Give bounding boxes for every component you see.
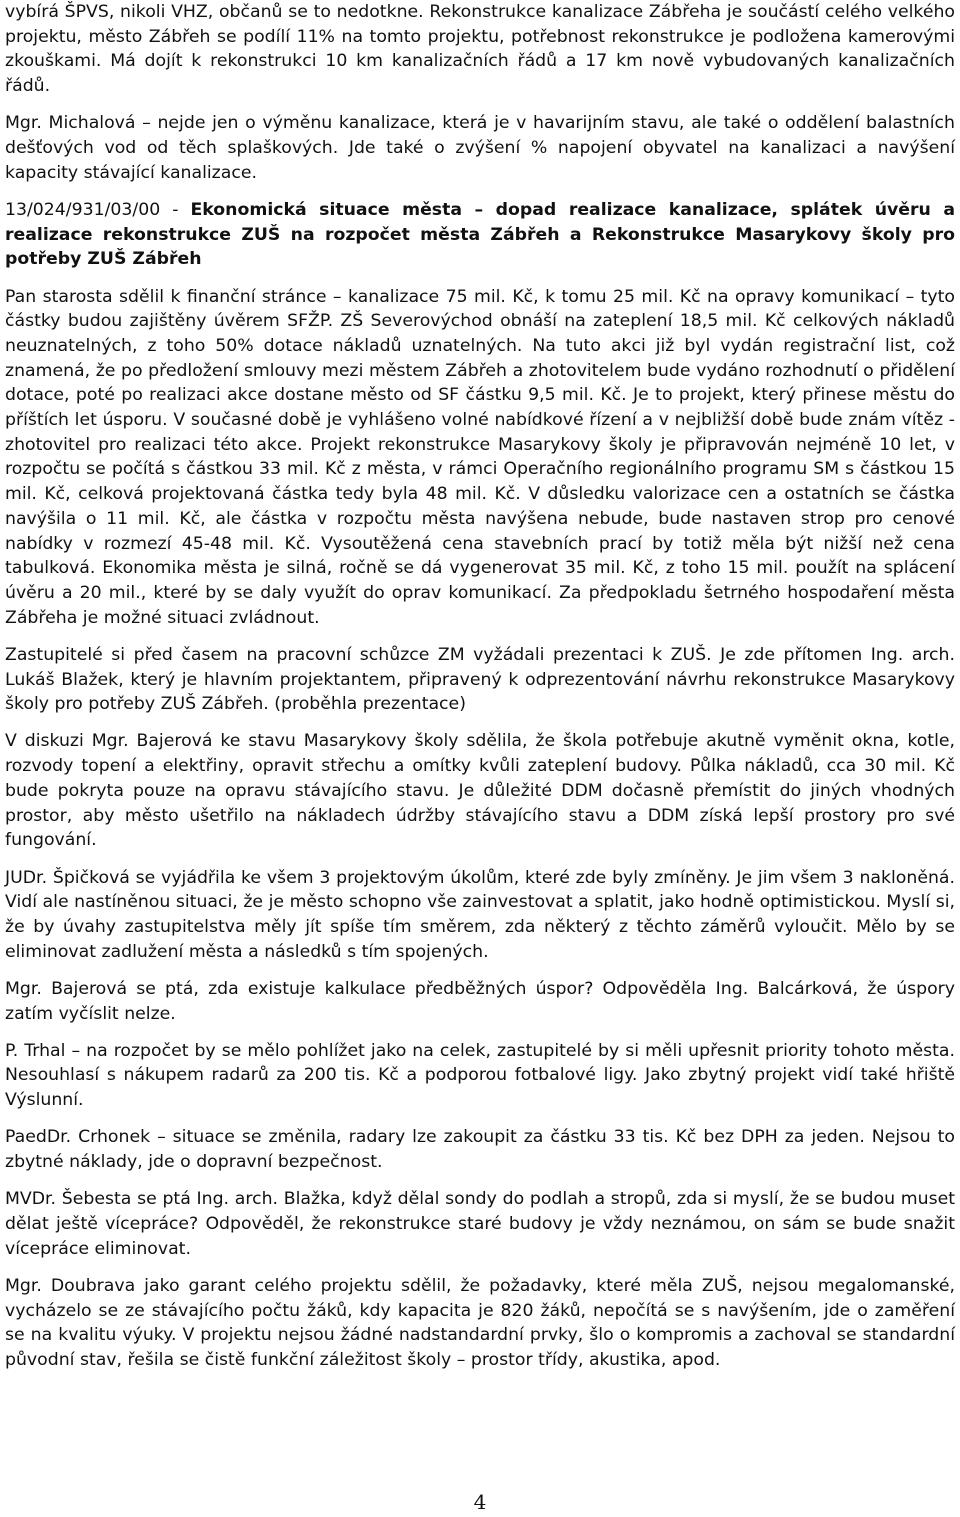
paragraph-doubrava: Mgr. Doubrava jako garant celého projektu sdělil, že požadavky, které měla ZUŠ, nejsou megalomanské, vycházelo se ze stávajícího počtu žáků, kdy kapacita je 820 žáků, nepočítá se s navýšením, jde o zaměření se na kvalitu výuky. V projektu nejsou žádné nadstandardní prvky, šlo o kompromis a zachoval se standardní původní stav, řešila se čistě funkční záležitost školy – prostor třídy, akustika, apod. [5, 1275, 955, 1370]
paragraph-crhonek: PaedDr. Crhonek – situace se změnila, radary lze zakoupit za částku 33 tis. Kč bez DPH za jeden. Nejsou to zbytné náklady, jde o dopravní bezpečnost. [5, 1127, 955, 1173]
paragraph-prezentace: Zastupitelé si před časem na pracovní schůzce ZM vyžádali prezentaci k ZUŠ. Je zde přítomen Ing. arch. Lukáš Blažek, který je hlavním projektantem, připravený k odprezentování návrhu rekonstrukce Masarykovy školy pro potřeby ZUŠ Zábřeh. (proběhla prezentace) [5, 644, 955, 715]
paragraph-bajerova-dotaz: Mgr. Bajerová se ptá, zda existuje kalkulace předběžných úspor? Odpověděla Ing. Balcárková, že úspory zatím vyčíslit nelze. [5, 978, 955, 1024]
paragraph-spickova: JUDr. Špičková se vyjádřila ke všem 3 projektovým úkolům, které zde byly zmíněny. Je jim všem 3 nakloněná. Vidí ale nastíněnou situaci, že je město schopno vše zainvestovat a splatit, jako hodně optimistickou. Myslí si, že by úvahy zastupitelstva měly jít spíše tím směrem, zda některý z těchto záměrů vyloučit. Mělo by se eliminovat zadlužení města a následků s tím spojených. [5, 867, 955, 962]
paragraph-michalova: Mgr. Michalová – nejde jen o výměnu kanalizace, která je v havarijním stavu, ale také o oddělení balastních dešťových vod od těch splaškových. Jde také o zvýšení % napojení obyvatel na kanalizaci a navýšení kapacity stávající kanalizace. [5, 113, 955, 183]
agenda-item-title: Ekonomická situace města – dopad realizace kanalizace, splátek úvěru a realizace rekonstrukce ZUŠ na rozpočet města Zábřeh a Rekonstrukce Masarykovy školy pro potřeby ZUŠ Zábřeh [5, 199, 955, 270]
page-number: 4 [473, 1490, 487, 1514]
paragraph-sebesta: MVDr. Šebesta se ptá Ing. arch. Blažka, když dělal sondy do podlah a stropů, zda si myslí, že se budou muset dělat ještě vícepráce? Odpověděl, že rekonstrukce staré budovy je vždy neznámou, on sám se bude snažit vícepráce eliminovat. [5, 1189, 955, 1259]
paragraph-bajerova-diskuze: V diskuzi Mgr. Bajerová ke stavu Masarykovy školy sdělila, že škola potřebuje akutně vyměnit okna, kotle, rozvody topení a elektřiny, opravit střechu a omítky kvůli zateplení budovy. Půlka nákladů, cca 30 mil. Kč bude pokryta pouze na opravu stávajícího stavu. Je důležité DDM dočasně přemístit do jiných vhodných prostor, aby město ušetřilo na nákladech údržby stávajícího stavu a DDM získá lepší prostory pro své fungování. [5, 731, 955, 851]
paragraph-trhal: P. Trhal – na rozpočet by se mělo pohlížet jako na celek, zastupitelé by si měli upřesnit priority tohoto města. Nesouhlasí s nákupem radarů za 200 tis. Kč a podporou fotbalové ligy. Jako zbytný projekt vidí také hřiště Výslunní. [5, 1040, 955, 1111]
paragraph-starosta: Pan starosta sdělil k finanční stránce – kanalizace 75 mil. Kč, k tomu 25 mil. Kč na opravy komunikací – tyto částky budou zajištěny úvěrem SFŽP. ZŠ Severovýchod obnáší na zateplení 18,5 mil. Kč celkových nákladů neuznatelných, z toho 50% dotace nákladů uznatelných. Na tuto akci již byl vydán registrační list, což znamená, že po předložení smlouvy mezi městem Zábřeh a zhotovitelem bude vydáno rozhodnutí o přidělení dotace, poté po realizaci akce dostane město od SF částku 9,5 mil. Kč. Je to projekt, který přinese městu do příštích let úsporu. V současné době je vyhlášeno volné nabídkové řízení a v nejbližší době bude znám vítěz - zhotovitel pro realizaci této akce. Projekt rekonstrukce Masarykovy školy je připravován nejméně 10 let, v rozpočtu se počítá s částkou 33 mil. Kč z města, v rámci Operačního regionálního programu SM s částkou 15 mil. Kč, celková projektovaná částka tedy byla 48 mil. Kč. V důsledku valorizace cen a ostatních se částka navýšila o 11 mil. Kč, ale částka v rozpočtu města navýšena nebude, bude nastaven strop pro cenové nabídky v rozmezí 45-48 mil. Kč. Vysoutěžená cena stavebních prací by totiž měla být nižší než cena tabulková. Ekonomika města je silná, ročně se dá vygenerovat 35 mil. Kč, z toho 15 mil. použít na splácení úvěru a 20 mil., které by se daly využít do oprav komunikací. Za předpokladu šetrného hospodaření města Zábřeha je možné situaci zvládnout. [5, 286, 955, 628]
document-page [5, 0, 955, 1385]
agenda-item-code: 13/024/931/03/00 - [5, 199, 191, 220]
paragraph-intro: vybírá ŠPVS, nikoli VHZ, občanů se to nedotkne. Rekonstrukce kanalizace Zábřeha je součástí celého velkého projektu, město Zábřeh se podílí 11% na tomto projektu, potřebnost rekonstrukce je podložena kamerovými zkouškami. Má dojít k rekonstrukci 10 km kanalizačních řádů a 17 km nově vybudovaných kanalizačních řádů. [5, 2, 955, 97]
agenda-heading [5, 198, 955, 272]
